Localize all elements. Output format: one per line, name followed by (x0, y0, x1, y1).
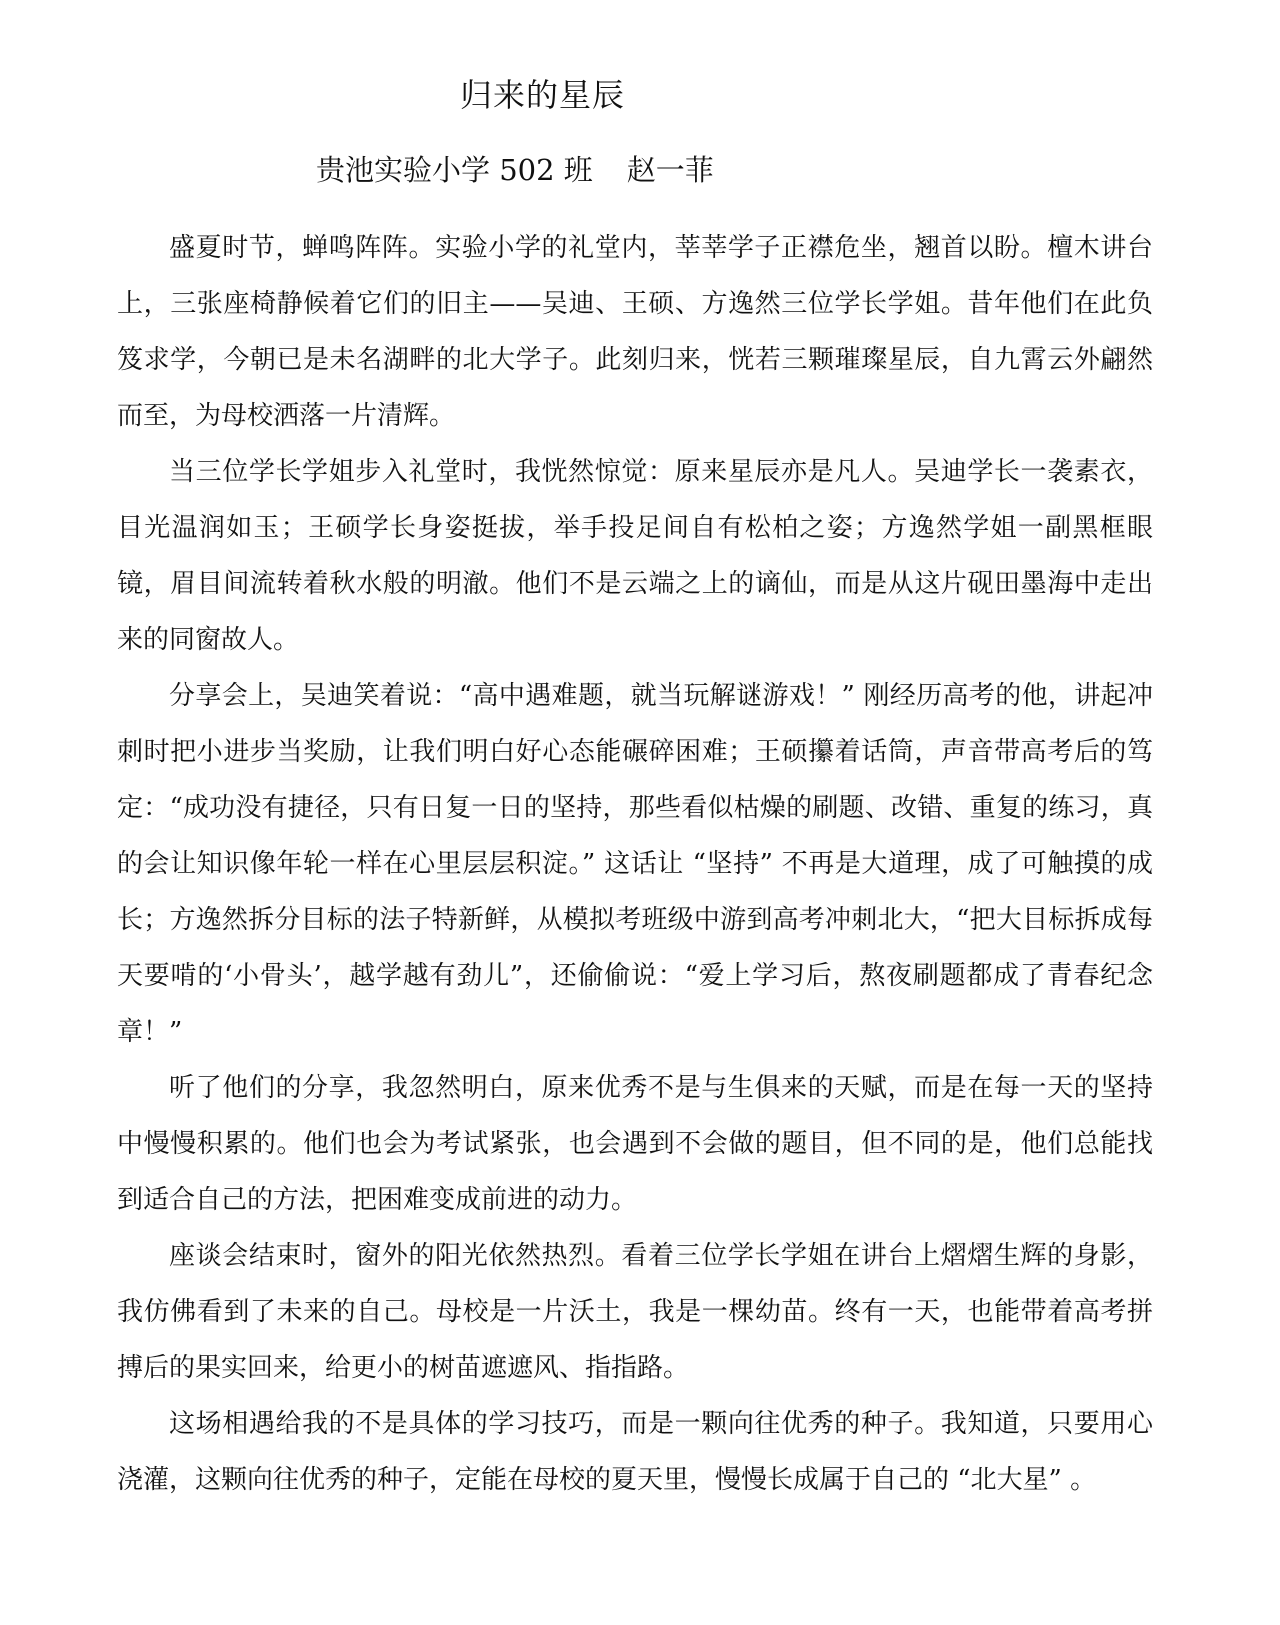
school-class: 贵池实验小学 502 班 (316, 153, 593, 187)
essay-body (117, 220, 1153, 1508)
paragraph-5: 座谈会结束时，窗外的阳光依然热烈。看着三位学长学姐在讲台上熠熠生辉的身影，我仿佛看到了未来的自己。母校是一片沃土，我是一棵幼苗。终有一天，也能带着高考拼搏后的果实回来，给更小的树苗遮遮风、指指路。 (117, 1241, 1153, 1383)
document-title: 归来的星辰 (460, 76, 626, 114)
paragraph-2: 当三位学长学姐步入礼堂时，我恍然惊觉：原来星辰亦是凡人。吴迪学长一袭素衣，目光温润如玉；王硕学长身姿挺拔，举手投足间自有松柏之姿；方逸然学姐一副黑框眼镜，眉目间流转着秋水般的明澈。他们不是云端之上的谪仙，而是从这片砚田墨海中走出来的同窗故人。 (117, 457, 1153, 655)
paragraph-6: 这场相遇给我的不是具体的学习技巧，而是一颗向往优秀的种子。我知道，只要用心浇灌，这颗向往优秀的种子，定能在母校的夏天里，慢慢长成属于自己的 “北大星” 。 (117, 1409, 1153, 1495)
byline (316, 148, 714, 189)
paragraph-1: 盛夏时节，蝉鸣阵阵。实验小学的礼堂内，莘莘学子正襟危坐，翘首以盼。檀木讲台上，三张座椅静候着它们的旧主——吴迪、王硕、方逸然三位学长学姐。昔年他们在此负笈求学，今朝已是未名湖畔的北大学子。此刻归来，恍若三颗璀璨星辰，自九霄云外翩然而至，为母校洒落一片清辉。 (117, 233, 1153, 431)
author-name: 赵一菲 (626, 153, 714, 187)
paragraph-3: 分享会上，吴迪笑着说：“高中遇难题，就当玩解谜游戏！” 刚经历高考的他，讲起冲刺时把小进步当奖励，让我们明白好心态能碾碎困难；王硕攥着话筒，声音带高考后的笃定：“成功没有捷径，只有日复一日的坚持，那些看似枯燥的刷题、改错、重复的练习，真的会让知识像年轮一样在心里层层积淀。” 这话让 “坚持” 不再是大道理，成了可触摸的成长；方逸然拆分目标的法子特新鲜，从模拟考班级中游到高考冲刺北大，“把大目标拆成每天要啃的‘小骨头’，越学越有劲儿”，还偷偷说：“爱上学习后，熬夜刷题都成了青春纪念章！” (117, 681, 1153, 1047)
paragraph-4: 听了他们的分享，我忽然明白，原来优秀不是与生俱来的天赋，而是在每一天的坚持中慢慢积累的。他们也会为考试紧张，也会遇到不会做的题目，但不同的是，他们总能找到适合自己的方法，把困难变成前进的动力。 (117, 1073, 1153, 1215)
